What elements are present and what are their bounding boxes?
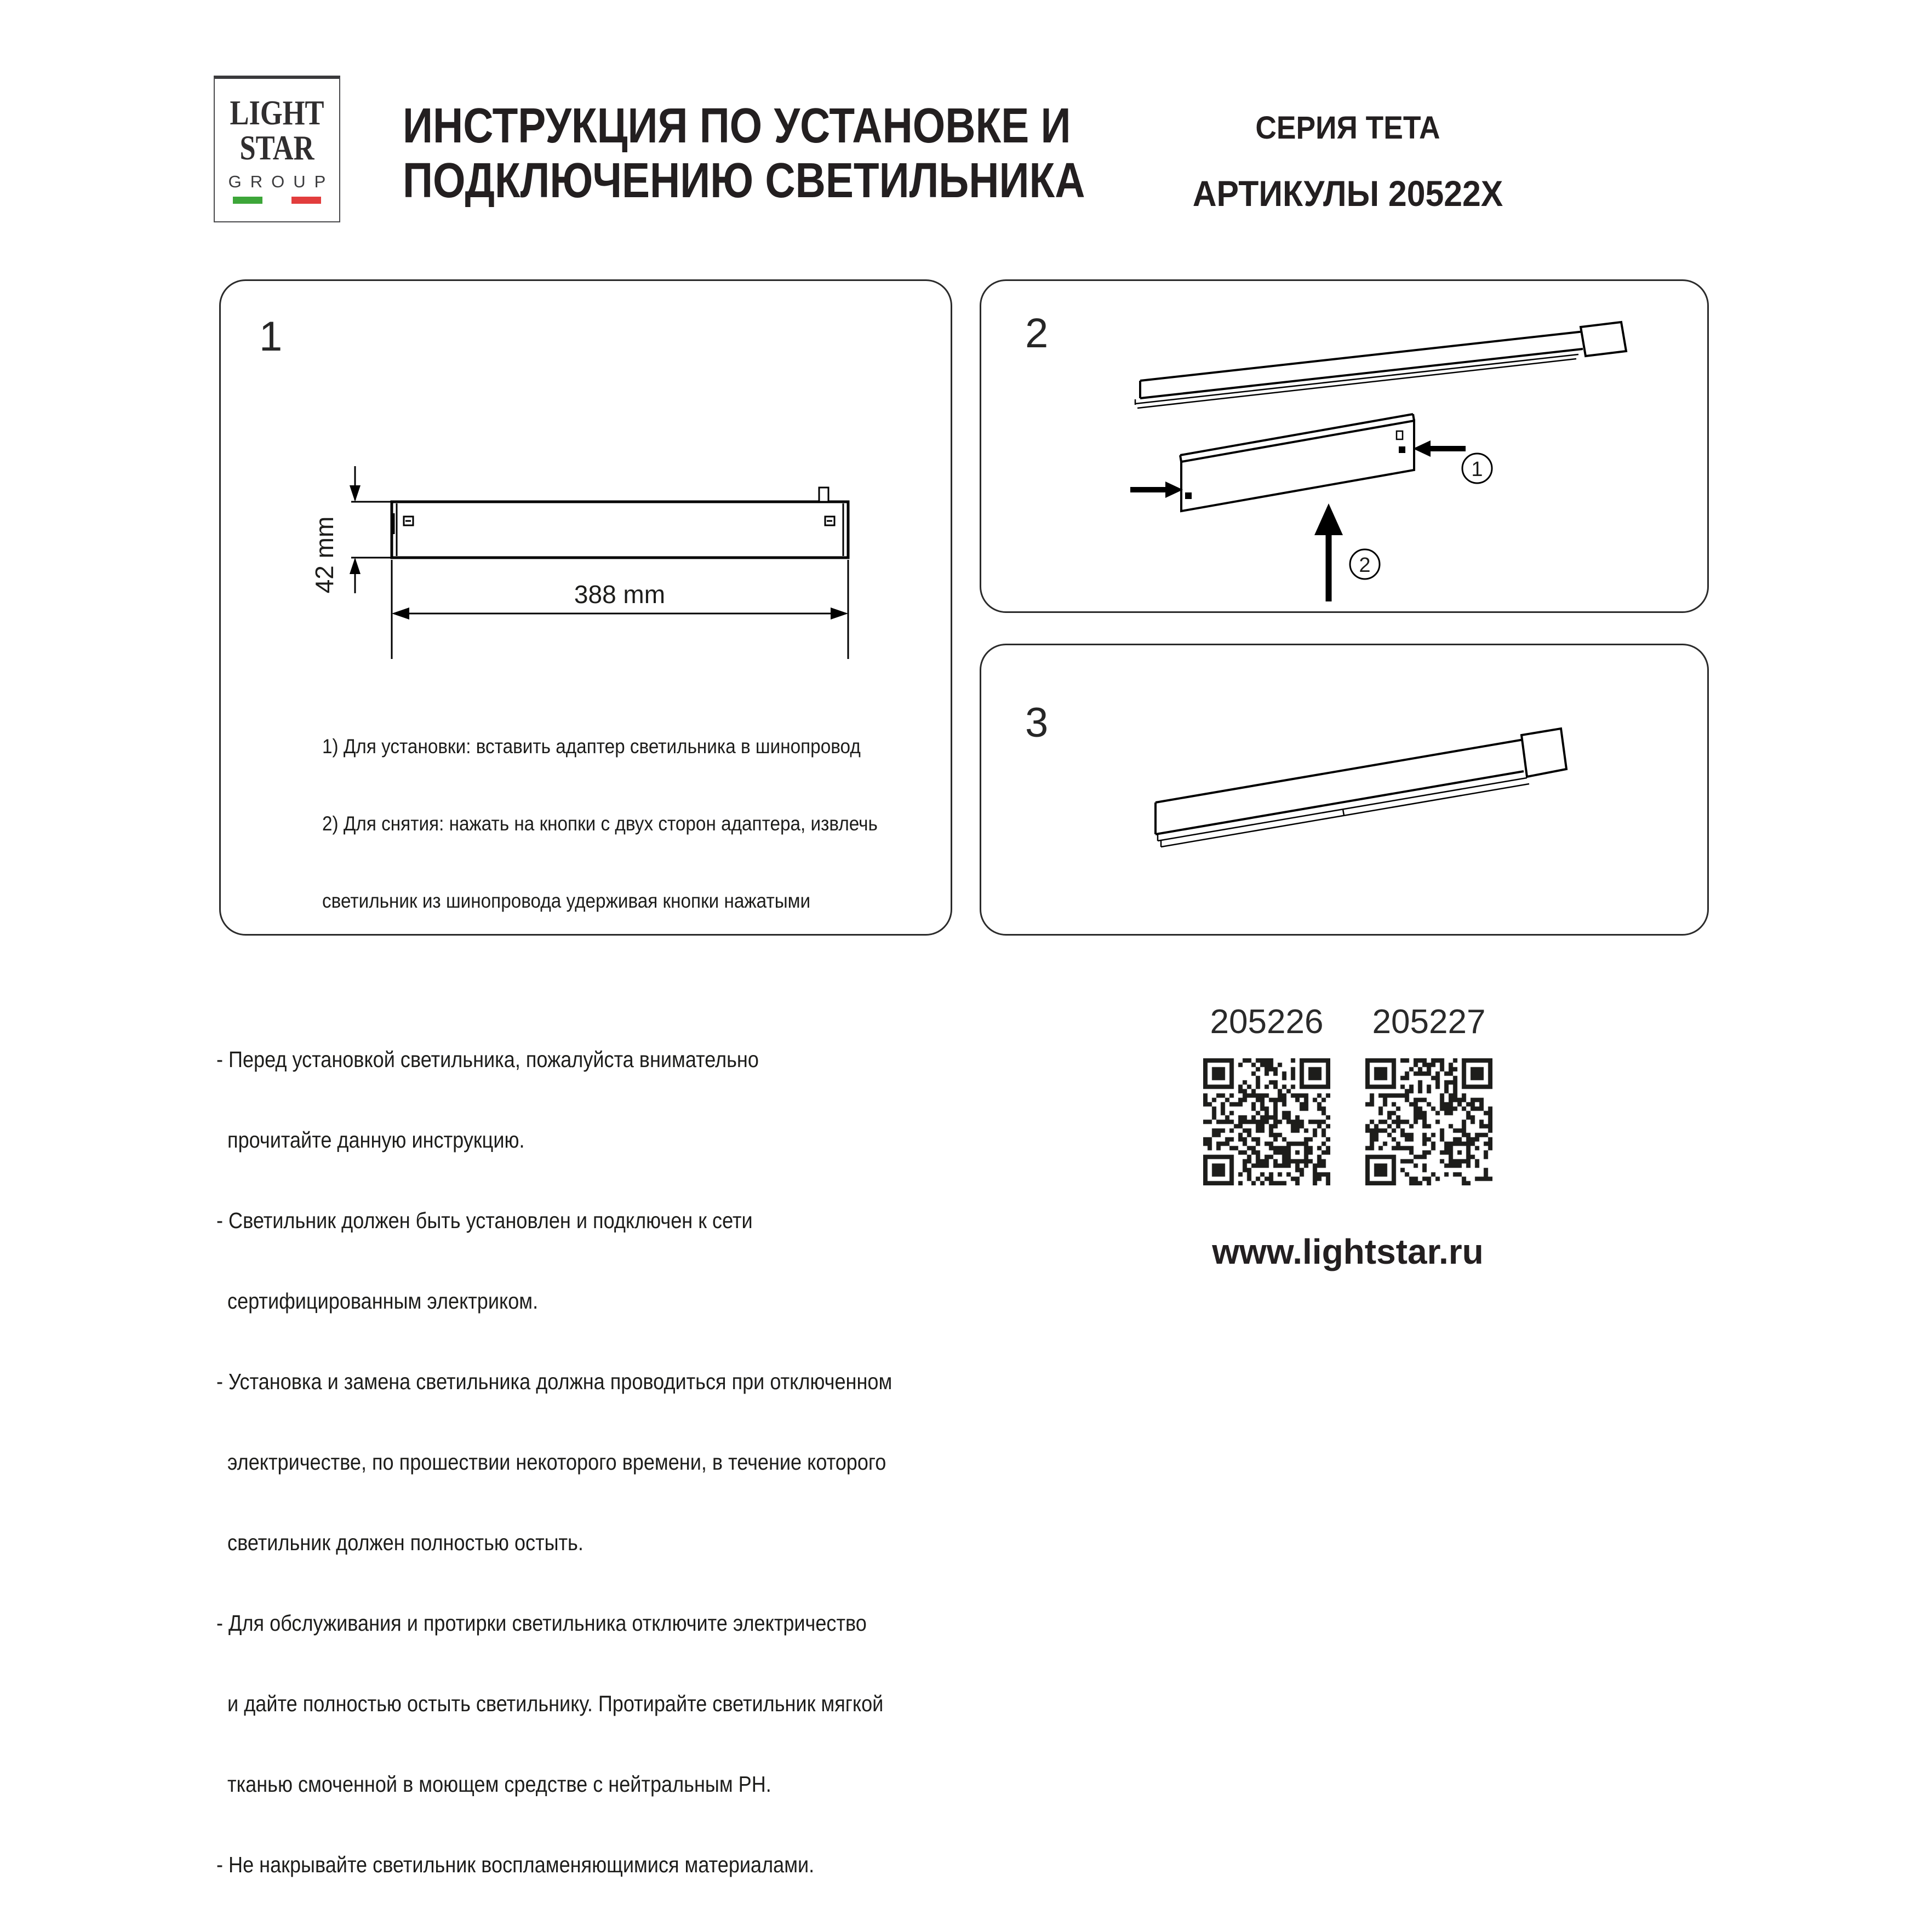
article-number-2: 205227 <box>1372 1003 1486 1041</box>
flag-green-segment <box>233 197 262 204</box>
warning-line: - Установка и замена светильника должна проводиться при отключенном <box>216 1369 893 1394</box>
warning-line: электричестве, по прошествии некоторого времени, в течение которого <box>216 1449 886 1475</box>
step-2-number: 2 <box>1025 310 1049 357</box>
logo-word-star: STAR <box>239 128 314 167</box>
qr-code <box>1203 1058 1330 1185</box>
panel-step-2 <box>980 279 1709 613</box>
warning-line: - Светильник должен быть установлен и подключен к сети <box>216 1208 753 1233</box>
flag-red-segment <box>291 197 321 204</box>
series-header <box>1140 110 1556 214</box>
flag-white-segment <box>262 197 292 204</box>
installation-notes <box>322 682 878 965</box>
track-insertion-diagram <box>981 281 1707 611</box>
warning-line: и дайте полностью остыть светильнику. Протирайте светильник мягкой <box>216 1691 884 1716</box>
warning-line: - Перед установкой светильника, пожалуйста внимательно <box>216 1047 759 1072</box>
warning-line: - Для обслуживания и протирки светильника отключите электричество <box>216 1610 867 1636</box>
panel-step-1 <box>219 279 952 936</box>
step-3-number: 3 <box>1025 700 1049 746</box>
panel-step-3 <box>980 644 1709 936</box>
warning-line: прочитайте данную инструкцию. <box>216 1127 525 1153</box>
note-line: светильник из шинопровода удерживая кнопки нажатыми <box>322 890 811 912</box>
step-1-number: 1 <box>259 313 283 360</box>
warning-line: - Не накрывайте светильник воспламеняющимися материалами. <box>216 1852 815 1877</box>
warning-line: тканью смоченной в моющем средстве с нейтральным PH. <box>216 1772 771 1797</box>
series-label: СЕРИЯ ТЕТА <box>1255 110 1440 146</box>
safety-warnings <box>216 993 892 1932</box>
logo-word-light: LIGHT <box>230 93 324 132</box>
lightstar-logo <box>214 76 340 222</box>
website-link: www.lightstar.ru <box>1212 1232 1484 1271</box>
assembled-fixture-drawing <box>981 645 1707 934</box>
callout-1-label: 1 <box>1471 458 1483 481</box>
dim-height-label: 42 mm <box>310 516 339 594</box>
article-number-1: 205226 <box>1210 1003 1324 1041</box>
warning-line: сертифицированным электриком. <box>216 1288 539 1314</box>
logo-word-group: GROUP <box>228 172 335 191</box>
note-line: 1) Для установки: вставить адаптер светильника в шинопровод <box>322 735 861 758</box>
dim-width-label: 388 mm <box>574 580 666 609</box>
articles-label: АРТИКУЛЫ 20522Х <box>1192 173 1503 214</box>
page-title-line1: ИНСТРУКЦИЯ ПО УСТАНОВКЕ И <box>403 99 1071 153</box>
warning-line: светильник должен полностью остыть. <box>216 1530 584 1555</box>
page-title <box>403 99 1085 208</box>
note-line: 2) Для снятия: нажать на кнопки с двух сторон адаптера, извлечь <box>322 812 878 835</box>
italian-flag-icon <box>233 197 321 204</box>
page-title-line2: ПОДКЛЮЧЕНИЮ СВЕТИЛЬНИКА <box>403 153 1085 208</box>
qr-code <box>1365 1058 1492 1185</box>
callout-2-label: 2 <box>1359 554 1371 577</box>
